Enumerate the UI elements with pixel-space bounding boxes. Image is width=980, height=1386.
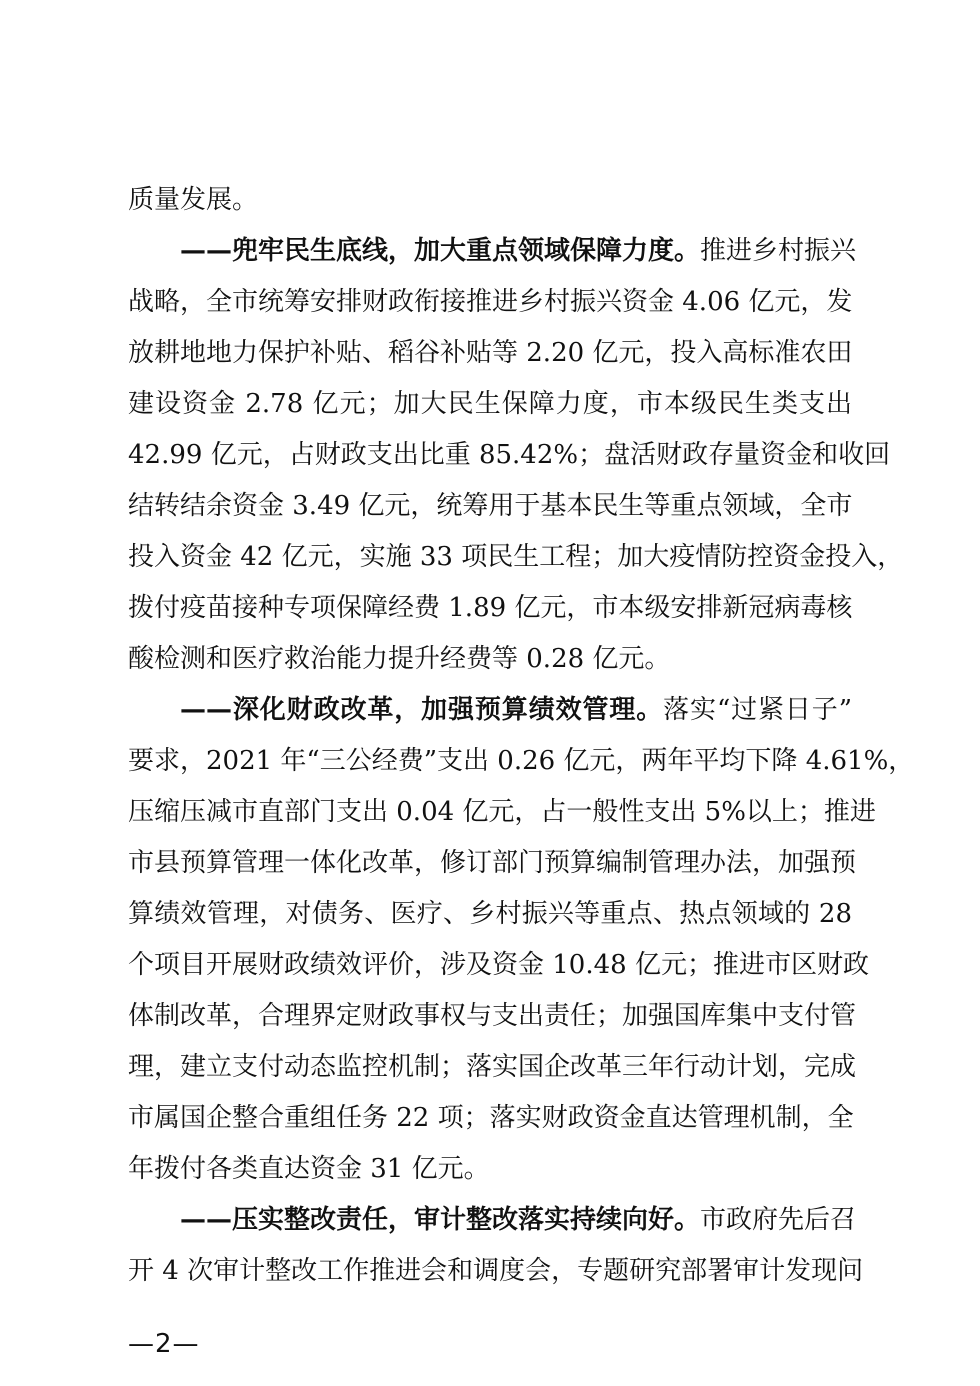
text-line — [128, 898, 852, 930]
text-line — [128, 1102, 852, 1134]
line-text: 市县预算管理一体化改革，修订部门预算编制管理办法，加强预 — [128, 848, 857, 878]
text-line — [128, 490, 852, 522]
line-text: 拨付疫苗接种专项保障经费 1.89 亿元，市本级安排新冠病毒核 — [128, 593, 853, 623]
line-text: 落实“过紧日子” — [663, 695, 852, 725]
paragraph-lead: ——兜牢民生底线，加大重点领域保障力度。 — [180, 236, 701, 266]
text-line — [128, 643, 852, 675]
line-text: 推进乡村振兴 — [700, 236, 857, 266]
line-text: 建设资金 2.78 亿元；加大民生保障力度，市本级民生类支出 — [128, 389, 852, 419]
line-text: 开 4 次审计整改工作推进会和调度会，专题研究部署审计发现问 — [128, 1256, 864, 1286]
line-text: 个项目开展财政绩效评价，涉及资金 10.48 亿元；推进市区财政 — [128, 950, 869, 980]
line-text: 酸检测和医疗救治能力提升经费等 0.28 亿元。 — [128, 644, 671, 674]
paragraph-lead: ——深化财政改革，加强预算绩效管理。 — [180, 695, 664, 725]
text-line — [128, 337, 852, 369]
text-line — [128, 1153, 852, 1185]
text-line — [180, 235, 857, 267]
line-text: 算绩效管理，对债务、医疗、乡村振兴等重点、热点领域的 28 — [128, 899, 852, 929]
text-line — [128, 439, 891, 471]
text-line — [128, 949, 869, 981]
line-text: 理，建立支付动态监控机制；落实国企改革三年行动计划，完成 — [128, 1052, 857, 1082]
line-text: 投入资金 42 亿元，实施 33 项民生工程；加大疫情防控资金投入， — [128, 542, 904, 572]
line-text: 要求，2021 年“三公经费”支出 0.26 亿元，两年平均下降 4.61%， — [128, 746, 915, 776]
line-text: 市政府先后召 — [700, 1205, 857, 1235]
text-line — [180, 694, 852, 726]
line-text: 压缩压减市直部门支出 0.04 亿元，占一般性支出 5%以上；推进 — [128, 797, 876, 827]
page-number: —2— — [128, 1329, 200, 1359]
text-line — [128, 1000, 857, 1032]
line-text: 结转结余资金 3.49 亿元，统筹用于基本民生等重点领域，全市 — [128, 491, 853, 521]
paragraph-lead: ——压实整改责任，审计整改落实持续向好。 — [180, 1205, 701, 1235]
line-text: 放耕地地力保护补贴、稻谷补贴等 2.20 亿元，投入高标准农田 — [128, 338, 853, 368]
text-line — [180, 1204, 857, 1236]
text-line — [128, 745, 915, 777]
text-line — [128, 184, 852, 216]
text-line — [128, 592, 852, 624]
text-line — [128, 286, 852, 318]
line-text: 年拨付各类直达资金 31 亿元。 — [128, 1154, 490, 1184]
line-text: 市属国企整合重组任务 22 项；落实财政资金直达管理机制，全 — [128, 1103, 854, 1133]
text-line — [128, 1051, 857, 1083]
line-text: 体制改革，合理界定财政事权与支出责任；加强国库集中支付管 — [128, 1001, 857, 1031]
line-text: 战略，全市统筹安排财政衔接推进乡村振兴资金 4.06 亿元，发 — [128, 287, 853, 317]
text-line — [128, 1255, 864, 1287]
text-line — [128, 796, 876, 828]
line-text: 42.99 亿元，占财政支出比重 85.42%；盘活财政存量资金和收回 — [128, 440, 891, 470]
text-line — [128, 847, 857, 879]
line-text: 质量发展。 — [128, 185, 259, 215]
text-line — [128, 541, 904, 573]
text-line — [128, 388, 852, 420]
